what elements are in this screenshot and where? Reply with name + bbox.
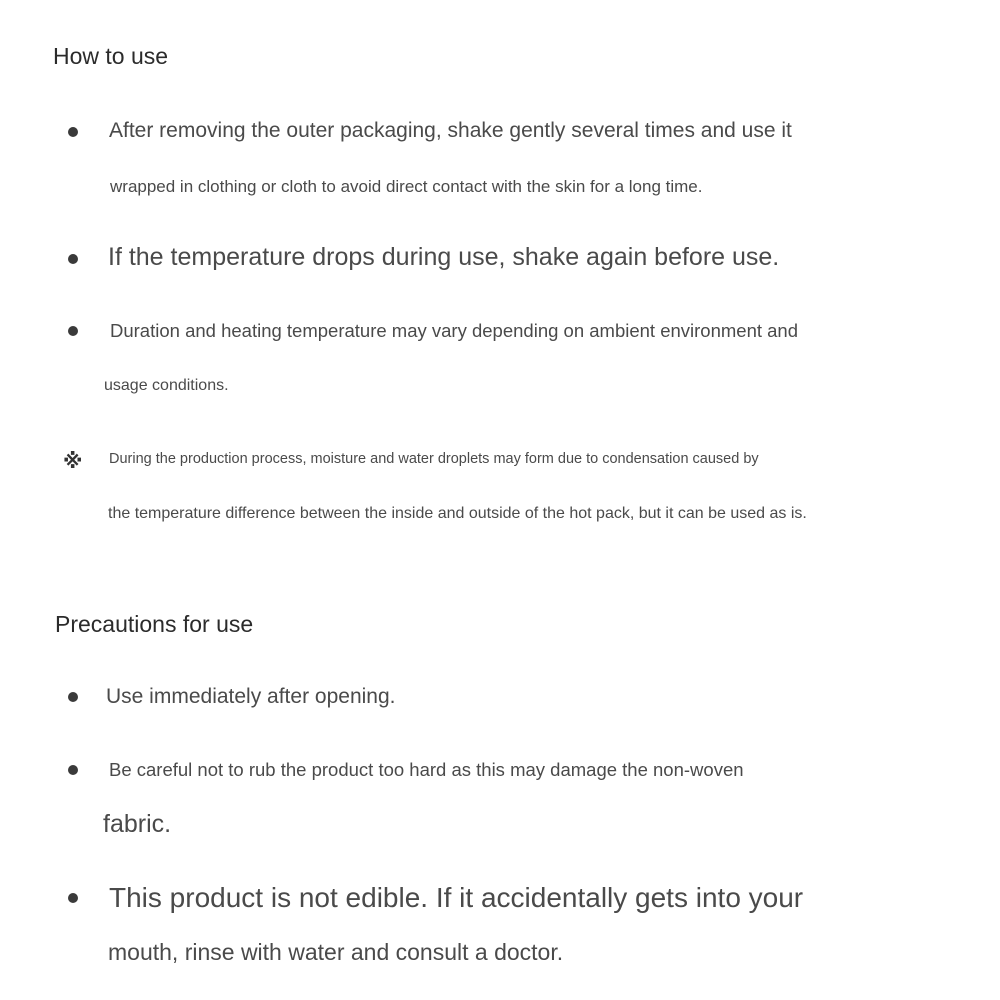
precautions-item-3-line-2: mouth, rinse with water and consult a doctor. [108,939,564,965]
how-to-use-note-line-2: the temperature difference between the inside and outside of the hot pack, but it can be used as is. [108,505,807,522]
bullet-icon [68,127,78,137]
how-to-use-item-2: If the temperature drops during use, shake again before use. [108,243,780,271]
bullet-icon [68,326,78,336]
precautions-item-2-line-2: fabric. [103,810,172,838]
precautions-item-3-line-1: This product is not edible. If it accidentally gets into your [109,882,804,913]
bullet-icon [68,765,78,775]
precautions-item-1: Use immediately after opening. [106,685,396,708]
reference-mark-icon: ※ [63,449,83,473]
how-to-use-note-line-1: During the production process, moisture and water droplets may form due to condensation caused by [109,451,759,467]
how-to-use-item-1-line-1: After removing the outer packaging, shake gently several times and use it [109,119,792,142]
precautions-item-2-line-1: Be careful not to rub the product too hard as this may damage the non-woven [109,759,744,780]
precautions-heading: Precautions for use [55,611,254,637]
how-to-use-item-1-line-2: wrapped in clothing or cloth to avoid direct contact with the skin for a long time. [110,177,703,196]
bullet-icon [68,692,78,702]
bullet-icon [68,254,78,264]
bullet-icon [68,893,78,903]
how-to-use-item-3-line-1: Duration and heating temperature may vary depending on ambient environment and [110,320,799,341]
how-to-use-heading: How to use [53,43,169,69]
how-to-use-item-3-line-2: usage conditions. [104,377,229,394]
